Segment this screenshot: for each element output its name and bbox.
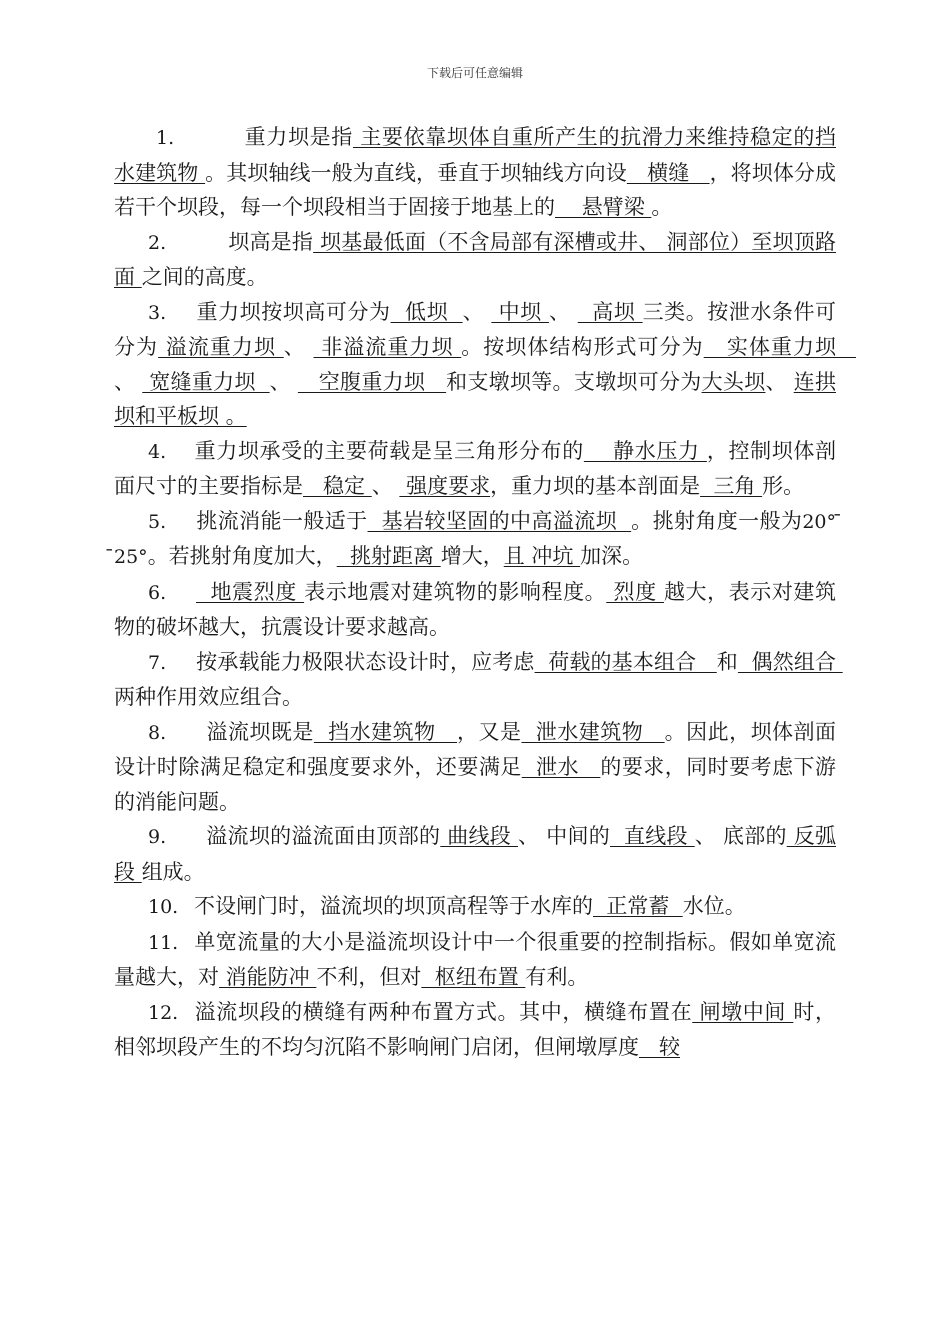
question-text: 和支墩坝等。支墩坝可分为 [446,369,702,394]
answer-blank: 荷载的基本组合 [534,649,717,674]
answer-blank: 且 冲坑 [503,544,581,568]
question-text: 、 [283,335,314,359]
question-number: 9. [148,826,167,848]
question-number: 4. [148,440,167,463]
question-text: 越大，表示对建筑物的破坏越大，抗震设计要求越高。 [114,579,837,639]
question-text: 、 [371,474,400,498]
question-text: 时，相邻坝段产生的不均匀沉陷不影响闸门启闭，但闸墩厚度 [114,999,837,1059]
question-number: 8. [148,721,167,744]
question-text: 水位。 [682,894,746,918]
answer-blank: 实体重力坝 [703,335,857,359]
question-number: 5. [148,510,167,533]
answer-blank: 悬臂梁 [555,195,652,219]
question-number: 2. [148,231,167,254]
question-text: 重力坝是指 [244,125,353,149]
question-text: ，控制坝体剖面尺寸的主要指标是 [114,438,836,498]
question-text: 三类。按泄水条件可分为 [114,299,837,359]
question-text: 、 [269,369,298,394]
page-header: 下载后可任意编辑 [426,66,523,80]
question-text: 重力坝按坝高可分为 [196,299,391,324]
question-number: 11. [148,931,179,954]
question-text: 。按坝体结构形式可分为 [461,335,704,359]
answer-blank: 主要依靠坝体自重所产生的抗滑力来维持稳定的挡水建筑物 [114,125,836,185]
question-text: ，重力坝的基本剖面是 [490,474,701,498]
question-number: 1. [156,127,175,149]
question-item [114,715,836,820]
answer-blank: 空腹重力坝 [297,369,447,394]
question-item [114,225,836,295]
question-item [114,645,843,715]
question-text: 。其坝轴线一般为直线，垂直于坝轴线方向设 [205,160,627,185]
question-item [114,819,836,889]
question-text: 单宽流量的大小是溢流坝设计中一个很重要的控制指标。假如单宽流量越大，对 [114,929,836,989]
answer-blank: 直线段 [610,824,695,848]
question-text: 溢流坝段的横缝有两种布置方式。其中，横缝布置在 [194,999,693,1024]
question-text: ，又是 [457,719,522,744]
question-text: 不设闸门时，溢流坝的坝顶高程等于水库的 [194,894,593,918]
question-text: 、 [765,369,794,394]
answer-blank: 闸墩中间 [692,999,794,1024]
answer-blank: 反弧段 [114,824,836,884]
answer-blank: 正常蓄 [593,894,683,918]
question-text: 。因此，坝体剖面设计时除满足稳定和强度要求外，还要满足 [114,719,837,779]
question-text: 20° ̄25° [114,510,843,568]
question-text: 。若挑射角度加大， [147,544,337,568]
answer-blank: 基岩较坚固的中高溢流坝 [367,508,632,533]
question-text: 、 [462,299,492,324]
question-number: 3. [148,301,167,324]
answer-blank: 曲线段 [440,824,518,848]
question-text: 重力坝承受的主要荷载是呈三角形分布的 [194,438,584,463]
question-item [114,925,836,995]
question-number: 10. [148,896,179,918]
question-text: 、 [114,369,143,394]
question-text: 、 中间的 [518,824,611,848]
question-item [114,120,836,225]
question-text: 。挑射角度一般为 [631,508,803,533]
answer-blank: 强度要求 [399,474,491,498]
question-number: 7. [148,651,167,674]
question-item [114,434,836,504]
document-body [114,120,857,1065]
answer-blank: 中坝 [491,299,549,324]
answer-blank: 横缝 [626,160,710,185]
question-text: 有利。 [525,965,589,989]
question-text: ，将坝体分成若干个坝段，每一个坝段相当于固接于地基上的 [114,160,837,219]
answer-blank: 高坝 [577,299,643,324]
question-text: 表示地震对建筑物的影响程度。 [304,579,607,604]
question-text: 溢流坝的溢流面由顶部的 [206,824,441,848]
answer-blank: 连拱坝和平板坝 。 [114,369,837,428]
answer-blank: 偶然组合 [737,649,843,674]
answer-blank: 较 [639,1035,681,1059]
answer-blank: 坝基最低面（不含局部有深槽或井、 洞部位）至坝顶路面 [114,229,836,289]
answer-blank: 烈度 [606,579,664,604]
answer-blank: 大头坝 [701,369,766,394]
answer-blank: 消能防冲 [219,965,317,989]
question-text: 、 底部的 [694,824,787,848]
answer-blank: 稳定 [303,474,372,498]
question-text: 不利，但对 [316,965,422,989]
question-item [114,889,836,925]
question-text: 和 [716,649,738,674]
question-text: 两种作用效应组合。 [114,685,303,709]
question-text: 加深。 [580,544,644,568]
question-text: 的要求，同时要考虑下游的消能问题。 [114,755,836,814]
answer-blank: 三角 [700,474,763,498]
answer-blank: 低坝 [390,299,463,324]
answer-blank: 地震烈度 [196,579,305,604]
answer-blank: 溢流重力坝 [158,335,284,359]
question-text: 。 [651,195,673,219]
answer-blank: 非溢流重力坝 [313,335,462,359]
question-text: 形。 [762,474,805,498]
answer-blank: 泄水 [521,755,601,779]
question-text: 之间的高度。 [141,265,268,289]
answer-blank: 挡水建筑物 [313,719,458,744]
question-item [114,995,836,1065]
answer-blank: 挑射距离 [336,544,441,568]
question-item [114,504,843,575]
question-text: 溢流坝既是 [206,719,314,744]
question-text: 挑流消能一般适于 [196,508,368,533]
question-text: 增大， [440,544,504,568]
answer-blank: 泄水建筑物 [521,719,665,744]
question-text: 组成。 [141,859,205,884]
question-number: 12. [148,1001,179,1024]
question-item [114,295,857,434]
answer-blank: 枢纽布置 [421,965,526,989]
question-text: 、 [548,299,578,324]
answer-blank: 宽缝重力坝 [142,369,270,394]
answer-blank: 静水压力 [583,438,707,463]
question-number: 6. [148,581,167,604]
question-text: 坝高是指 [228,229,314,254]
question-text: 按承载能力极限状态设计时，应考虑 [196,649,535,674]
question-item [114,575,836,645]
